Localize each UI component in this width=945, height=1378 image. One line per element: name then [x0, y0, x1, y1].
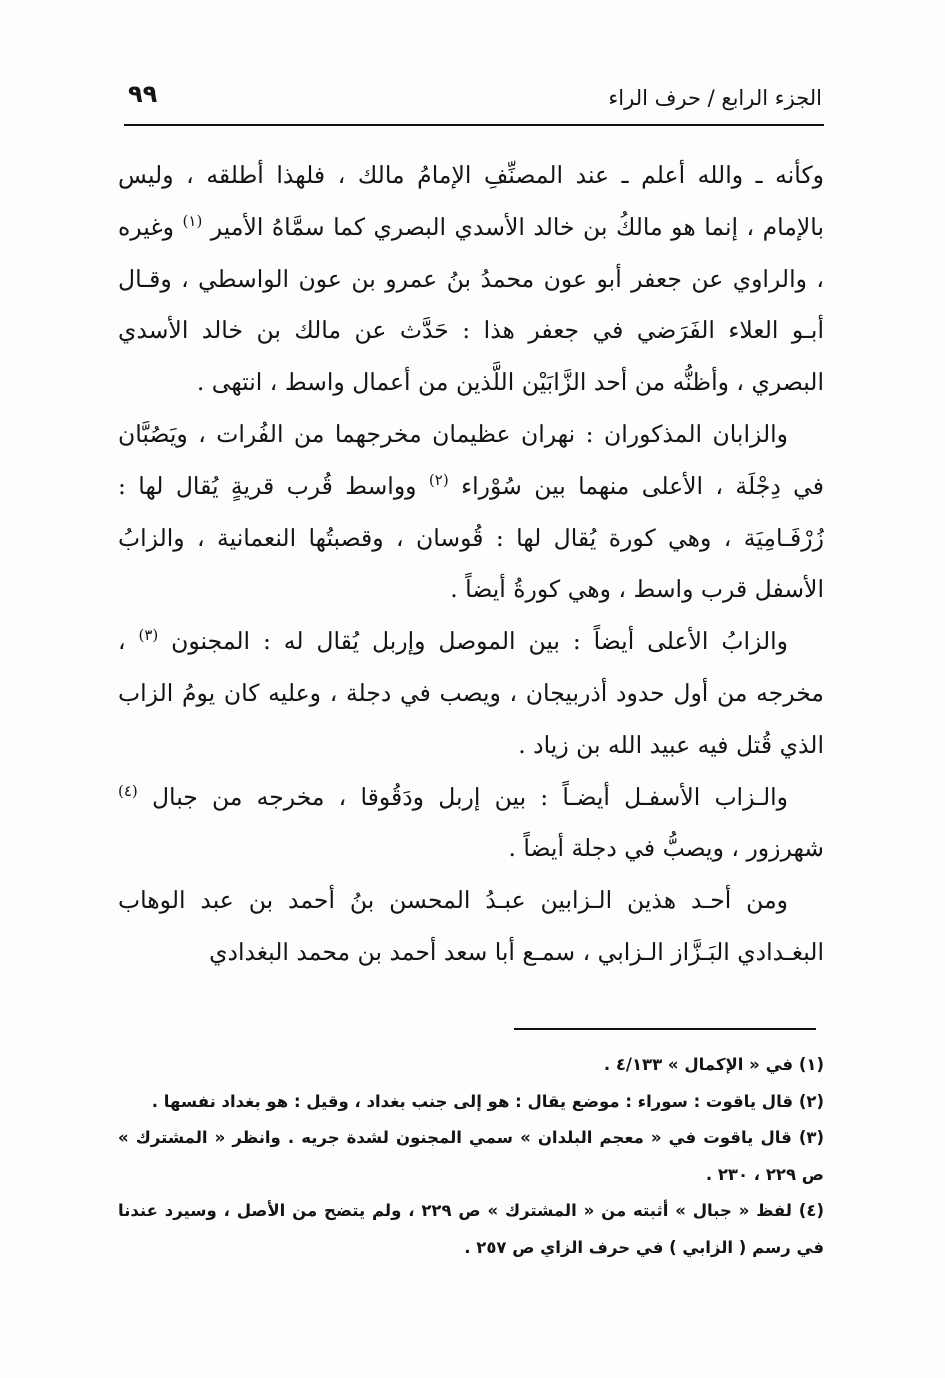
footnote-ref-1: (١) [182, 211, 203, 230]
paragraph-2-rest: وواسط قُرب قريةٍ يُقال لها : زُرْفَـامِيَة ، وهي كورة يُقال لها : قُوسان ، وقصبتُها النعمانية ، والزابُ الأسفل قرب واسط ، وهي كورةُ أيضاً . [118, 471, 824, 604]
paragraph-1 [118, 150, 824, 409]
footnotes [118, 1047, 824, 1266]
footnote-1: (١) في « الإكمال » ٤/١٣٣ . [603, 1055, 824, 1074]
footnote-2: (٢) قال ياقوت : سوراء : موضع يقال : هو إلى جنب بغداد ، وقيل : هو بغداد نفسها . [151, 1091, 824, 1111]
paragraph-3-rest: ، مخرجه من أول حدود أذربيجان ، ويصب في دجلة ، وعليه كان يومُ الزاب الذي قُتل فيه عبيد الله بن زياد . [118, 627, 824, 759]
footnote-ref-2: (٢) [428, 470, 449, 489]
main-text [118, 150, 824, 979]
paragraph-3 [118, 616, 824, 771]
footnote-ref-4: (٤) [118, 781, 138, 800]
paragraph-4-text: والـزاب الأسفـل أيضـاً : بين إربل ودَقُوقا ، مخرجه من جبال [151, 782, 788, 811]
paragraph-3-text: والزابُ الأعلى أيضاً : بين الموصل وإربل يُقال له : المجنون [171, 627, 788, 656]
page-number: ٩٩ [128, 80, 158, 108]
footnote-ref-3: (٣) [138, 626, 159, 645]
paragraph-2 [118, 409, 824, 616]
header-rule [124, 124, 824, 126]
page-header [120, 78, 822, 122]
paragraph-5: ومن أحـد هذين الـزابين عبـدُ المحسن بنُ أحمد بن عبد الوهاب البغـدادي البَـزَّاز الـزابي ، سمـع أبا سعد أحمد بن محمد البغدادي [118, 886, 824, 966]
footnote-4: (٤) لفظ « جبال » أثبته من « المشترك » ص ٢٢٩ ، ولم يتضح من الأصل ، وسيرد عندنا في رسم ( الزابي ) في حرف الزاي ص ٢٥٧ . [118, 1201, 824, 1257]
paragraph-4 [118, 772, 824, 876]
footnote-3: (٣) قال ياقوت في « معجم البلدان » سمي المجنون لشدة جريه . وانظر « المشترك » ص ٢٢٩ ، ٢٣٠ . [118, 1128, 824, 1184]
paragraph-1-text: وكأنه ـ والله أعلم ـ عند المصنِّفِ الإمامُ مالك ، فلهذا أطلقه ، وليس بالإمام ، إنما هو مالكُ بن خالد الأسدي البصري كما سمَّاهُ الأمير [118, 161, 824, 241]
paragraph-1-rest: وغيره ، والراوي عن جعفر أبو عون محمدُ بنُ عمرو بن عون الواسطي ، وقـال أبـو العلاء الفَرَضي في جعفر هذا : حَدَّث عن مالك بن خالد الأسدي البصري ، وأظنُّه من أحد الزَّابَيْن اللَّذين من أعمال واسط ، انتهى . [118, 212, 824, 397]
running-title: الجزء الرابع / حرف الراء [608, 86, 822, 110]
paragraph-4-rest: شهرزور ، ويصبُّ في دجلة أيضاً . [508, 834, 824, 863]
paragraph-2-text: والزابان المذكوران : نهران عظيمان مخرجهما من الفُرات ، ويَصُبَّان في دِجْلَة ، الأعلى منهما بين سُوْراء [118, 419, 825, 500]
footnote-rule [514, 1028, 816, 1030]
